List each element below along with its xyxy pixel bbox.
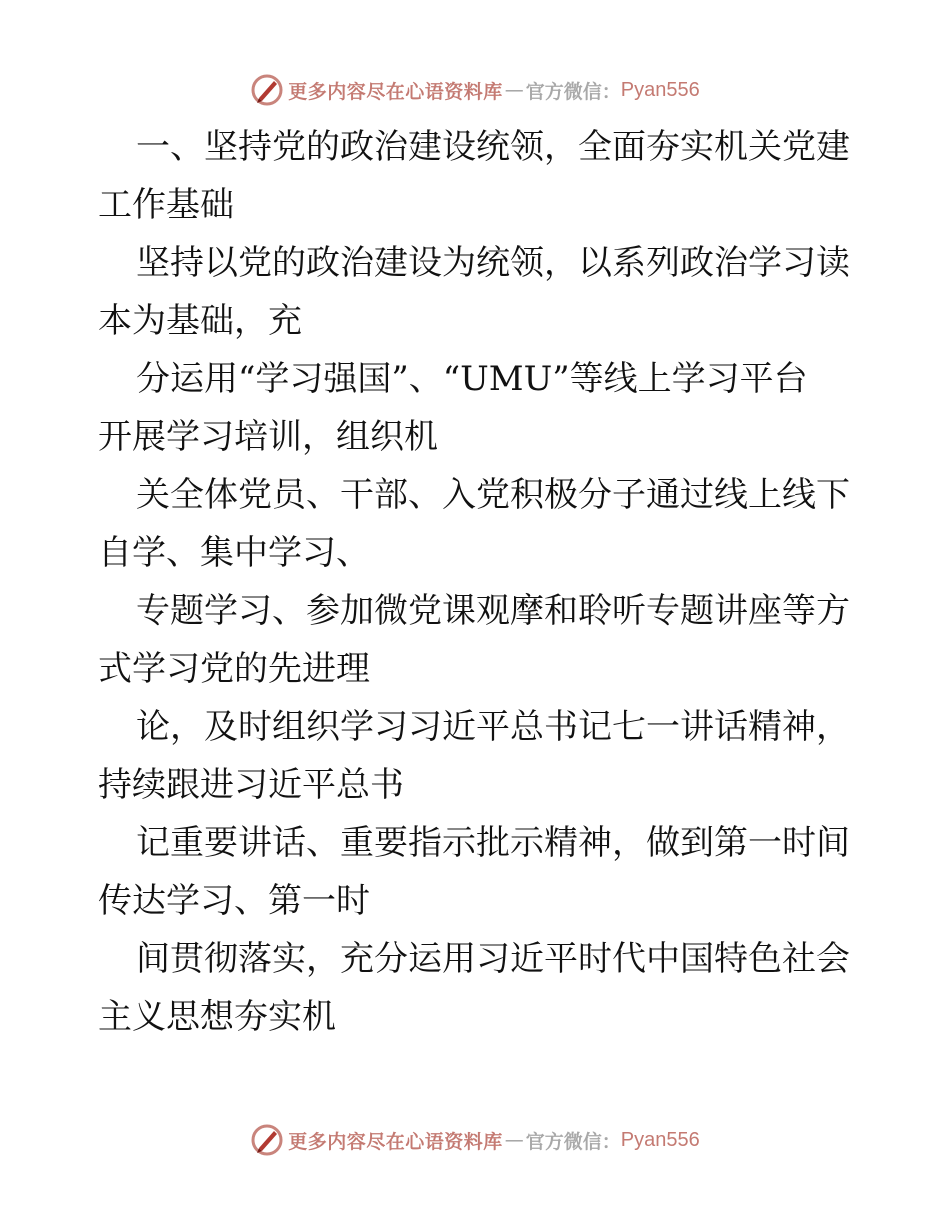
watermark-text: 更多内容尽在心语资料库 <box>288 80 503 103</box>
section-heading-line-1: 一、坚持党的政治建设统领，全面夯实机关党建 <box>136 127 850 167</box>
section-heading-line-2: 工作基础 <box>98 185 234 225</box>
watermark-wechat-label: 官方微信： <box>525 80 621 103</box>
body-line: 本为基础，充 <box>98 301 302 341</box>
body-line: 主义思想夯实机 <box>98 997 336 1037</box>
body-line: 传达学习、第一时 <box>98 881 370 921</box>
body-line: 持续跟进习近平总书 <box>98 765 404 805</box>
header-watermark <box>0 70 950 110</box>
body-line: 专题学习、参加微党课观摩和聆听专题讲座等方 <box>136 591 850 631</box>
pen-logo-icon <box>250 73 284 107</box>
body-line: 分运用“学习强国”、“UMU”等线上学习平台 <box>136 359 808 399</box>
pen-logo-icon <box>250 1123 284 1157</box>
watermark-text: 更多内容尽在心语资料库 <box>288 1130 503 1153</box>
watermark-separator: — <box>504 79 524 101</box>
body-line: 开展学习培训，组织机 <box>98 417 438 457</box>
document-body <box>98 118 858 1046</box>
body-line: 坚持以党的政治建设为统领，以系列政治学习读 <box>136 243 850 283</box>
body-line: 式学习党的先进理 <box>98 649 370 689</box>
body-line: 论，及时组织学习习近平总书记七一讲话精神， <box>136 707 850 747</box>
body-line: 关全体党员、干部、入党积极分子通过线上线下 <box>136 475 850 515</box>
body-line: 记重要讲话、重要指示批示精神，做到第一时间 <box>136 823 850 863</box>
footer-watermark <box>0 1120 950 1160</box>
watermark-separator: — <box>504 1129 524 1151</box>
watermark-wechat-id: Pyan556 <box>620 78 700 101</box>
body-line: 间贯彻落实，充分运用习近平时代中国特色社会 <box>136 939 850 979</box>
watermark-wechat-label: 官方微信： <box>525 1130 621 1153</box>
watermark-wechat-id: Pyan556 <box>620 1128 700 1151</box>
body-line: 自学、集中学习、 <box>98 533 370 573</box>
